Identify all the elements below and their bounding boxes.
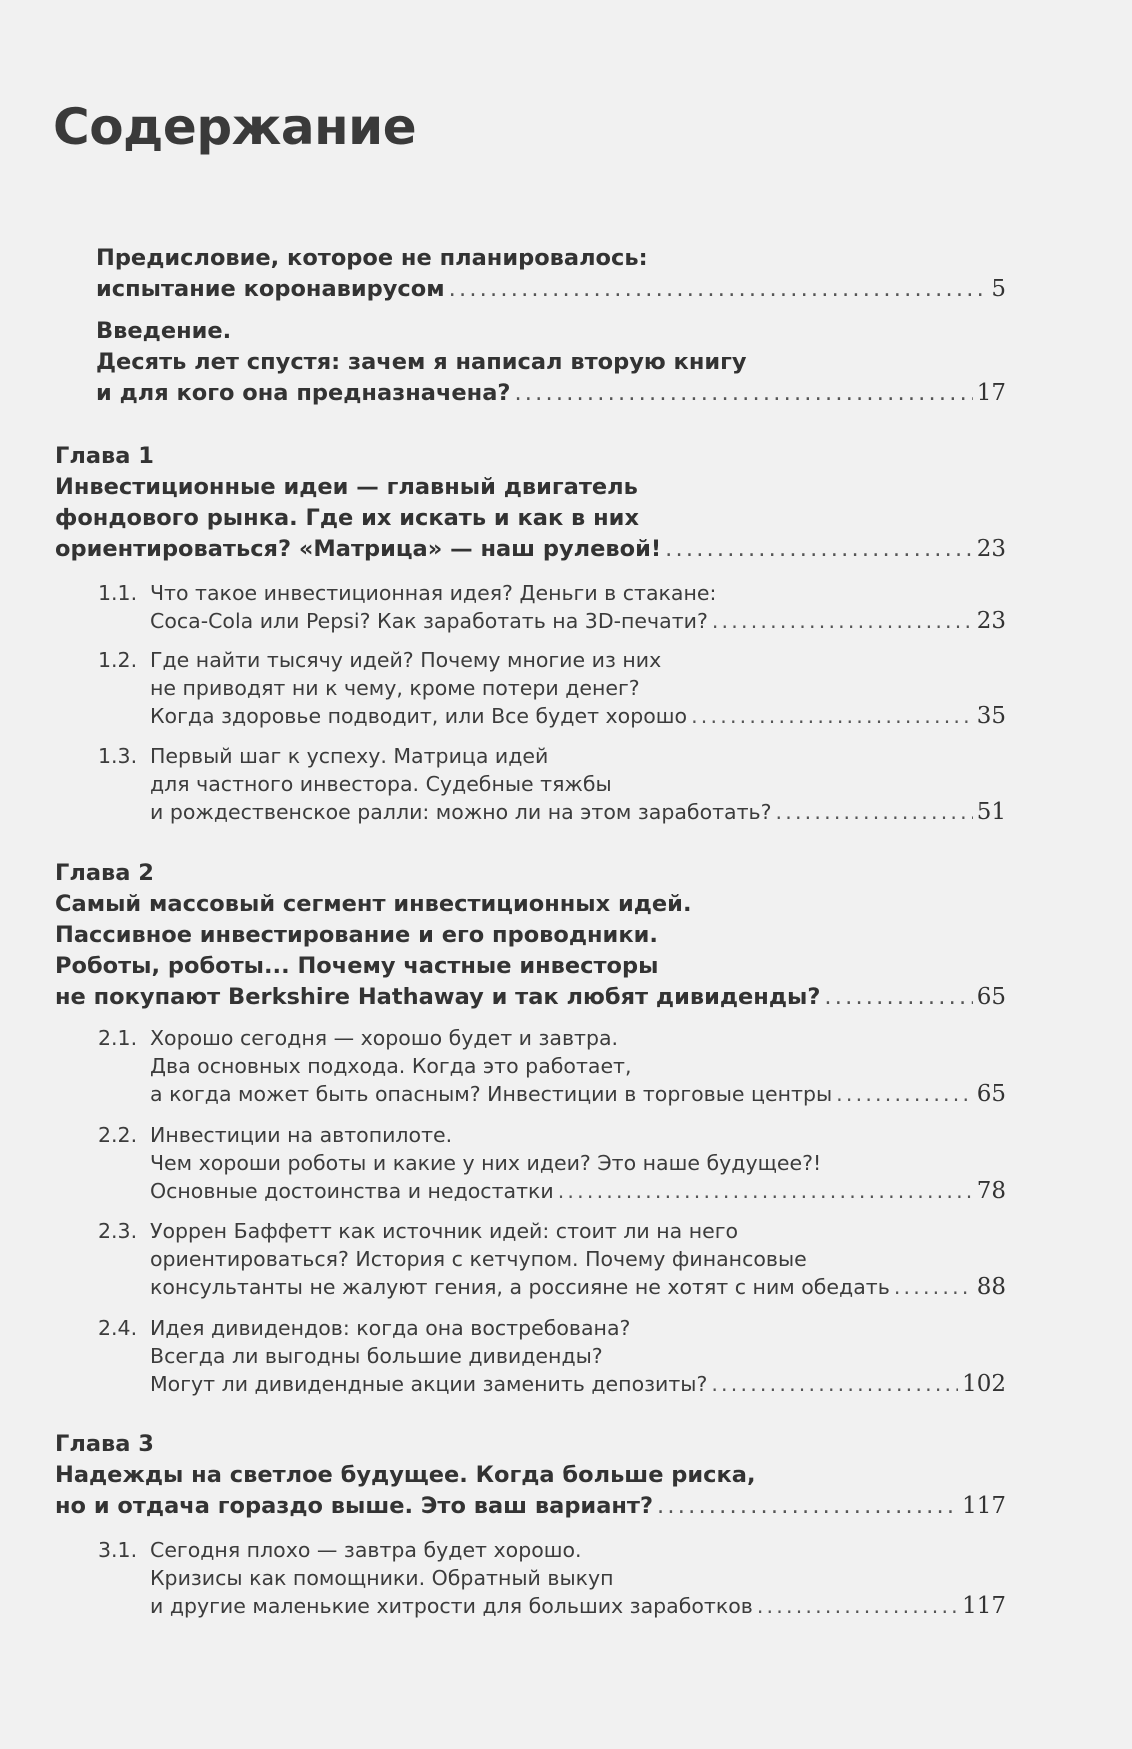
page-number: 117 — [962, 1593, 1006, 1619]
entry-line: Уоррен Баффетт как источник идей: стоит ли на него — [150, 1219, 739, 1243]
page-number: 51 — [976, 799, 1006, 825]
entry-line: и для кого она предназначена? ..... 17 — [96, 378, 1006, 409]
entry-line: Два основных подхода. Когда это работает, — [150, 1054, 632, 1078]
leader-dots — [776, 798, 973, 826]
page-number: 117 — [962, 1493, 1006, 1519]
section-number: 1.3. — [98, 744, 138, 768]
leader-dots — [894, 1273, 973, 1301]
entry-line: Могут ли дивидендные акции заменить депозиты? ..... 102 — [150, 1370, 1006, 1398]
chapter-label: Глава 2 — [55, 860, 154, 886]
toc-section-1-1 — [98, 579, 1006, 635]
toc-section-3-1 — [98, 1536, 1006, 1620]
entry-line: Coca-Cola или Pepsi? Как заработать на 3D-печати? ..... 23 — [150, 607, 1006, 635]
leader-dots — [449, 274, 988, 305]
entry-line: не покупают Berkshire Hathaway и так любят дивиденды? ..... 65 — [55, 982, 1006, 1013]
entry-line: Чем хороши роботы и какие у них идеи? Это наше будущее?! — [150, 1151, 822, 1175]
entry-line: Введение. — [96, 318, 232, 344]
chapter-label: Глава 3 — [55, 1431, 154, 1457]
section-number: 1.1. — [98, 581, 138, 605]
toc-section-1-3 — [98, 742, 1006, 826]
entry-line: Инвестиционные идеи — главный двигатель — [55, 474, 638, 500]
section-number: 3.1. — [98, 1538, 138, 1562]
entry-line: и другие маленькие хитрости для больших заработков ..... 117 — [150, 1592, 1006, 1620]
entry-line: Где найти тысячу идей? Почему многие из них — [150, 648, 662, 672]
entry-line: Что такое инвестиционная идея? Деньги в стакане: — [150, 581, 717, 605]
leader-dots — [757, 1592, 958, 1620]
section-number: 2.3. — [98, 1219, 138, 1243]
entry-line: Основные достоинства и недостатки ..... 78 — [150, 1177, 1006, 1205]
leader-dots — [836, 1080, 973, 1108]
entry-line: Надежды на светлое будущее. Когда больше риска, — [55, 1462, 756, 1488]
toc-entry-introduction — [96, 316, 1006, 409]
entry-line: но и отдача гораздо выше. Это ваш вариант? ..... 117 — [55, 1491, 1006, 1522]
entry-line: Хорошо сегодня — хорошо будет и завтра. — [150, 1026, 619, 1050]
chapter-label: Глава 1 — [55, 443, 154, 469]
page-number: 65 — [976, 1081, 1006, 1107]
page-number: 102 — [962, 1371, 1006, 1397]
entry-line: Роботы, роботы... Почему частные инвесторы — [55, 953, 659, 979]
entry-line: ориентироваться? «Матрица» — наш рулевой! ..... 23 — [55, 534, 1006, 565]
leader-dots — [514, 378, 972, 409]
toc-entry-preface — [96, 243, 1006, 305]
leader-dots — [711, 1370, 958, 1398]
entry-line: Когда здоровье подводит, или Все будет хорошо ..... 35 — [150, 702, 1006, 730]
entry-line: Пассивное инвестирование и его проводники. — [55, 922, 658, 948]
toc-chapter-1 — [55, 441, 1006, 565]
entry-line: Кризисы как помощники. Обратный выкуп — [150, 1566, 614, 1590]
toc-section-1-2 — [98, 646, 1006, 730]
entry-line: Сегодня плохо — завтра будет хорошо. — [150, 1538, 582, 1562]
entry-line: консультанты не жалуют гения, а россияне не хотят с ним обедать ..... 88 — [150, 1273, 1006, 1301]
toc-chapter-2 — [55, 858, 1006, 1013]
toc-section-2-4 — [98, 1314, 1006, 1398]
entry-line: ориентироваться? История с кетчупом. Почему финансовые — [150, 1247, 807, 1271]
page-number: 23 — [976, 608, 1006, 634]
page-number: 5 — [991, 276, 1006, 302]
leader-dots — [824, 982, 972, 1013]
entry-line: не приводят ни к чему, кроме потери денег? — [150, 676, 640, 700]
section-number: 1.2. — [98, 648, 138, 672]
entry-line: для частного инвестора. Судебные тяжбы — [150, 772, 612, 796]
page-title: Содержание — [53, 98, 417, 156]
entry-line: Идея дивидендов: когда она востребована? — [150, 1316, 631, 1340]
page-number: 78 — [976, 1178, 1006, 1204]
section-number: 2.4. — [98, 1316, 138, 1340]
page-number: 17 — [976, 380, 1006, 406]
entry-line: Первый шаг к успеху. Матрица идей — [150, 744, 549, 768]
leader-dots — [657, 1491, 958, 1522]
leader-dots — [558, 1177, 973, 1205]
toc-section-2-1 — [98, 1024, 1006, 1108]
entry-line: Самый массовый сегмент инвестиционных идей. — [55, 891, 692, 917]
entry-line: фондового рынка. Где их искать и как в них — [55, 505, 639, 531]
entry-line: а когда может быть опасным? Инвестиции в торговые центры ..... 65 — [150, 1080, 1006, 1108]
page-number: 65 — [976, 984, 1006, 1010]
leader-dots — [712, 607, 973, 635]
entry-line: и рождественское ралли: можно ли на этом заработать? ..... 51 — [150, 798, 1006, 826]
leader-dots — [665, 534, 973, 565]
page-number: 23 — [976, 536, 1006, 562]
toc-section-2-3 — [98, 1217, 1006, 1301]
section-number: 2.1. — [98, 1026, 138, 1050]
toc-chapter-3 — [55, 1429, 1006, 1522]
toc-section-2-2 — [98, 1121, 1006, 1205]
section-number: 2.2. — [98, 1123, 138, 1147]
entry-line: Инвестиции на автопилоте. — [150, 1123, 453, 1147]
page-number: 88 — [976, 1274, 1006, 1300]
entry-line: Предисловие, которое не планировалось: — [96, 245, 648, 271]
entry-line: Всегда ли выгодны большие дивиденды? — [150, 1344, 603, 1368]
entry-line: Десять лет спустя: зачем я написал вторую книгу — [96, 349, 747, 375]
leader-dots — [691, 702, 973, 730]
page-number: 35 — [976, 703, 1006, 729]
entry-line: испытание коронавирусом ..... 5 — [96, 274, 1006, 305]
